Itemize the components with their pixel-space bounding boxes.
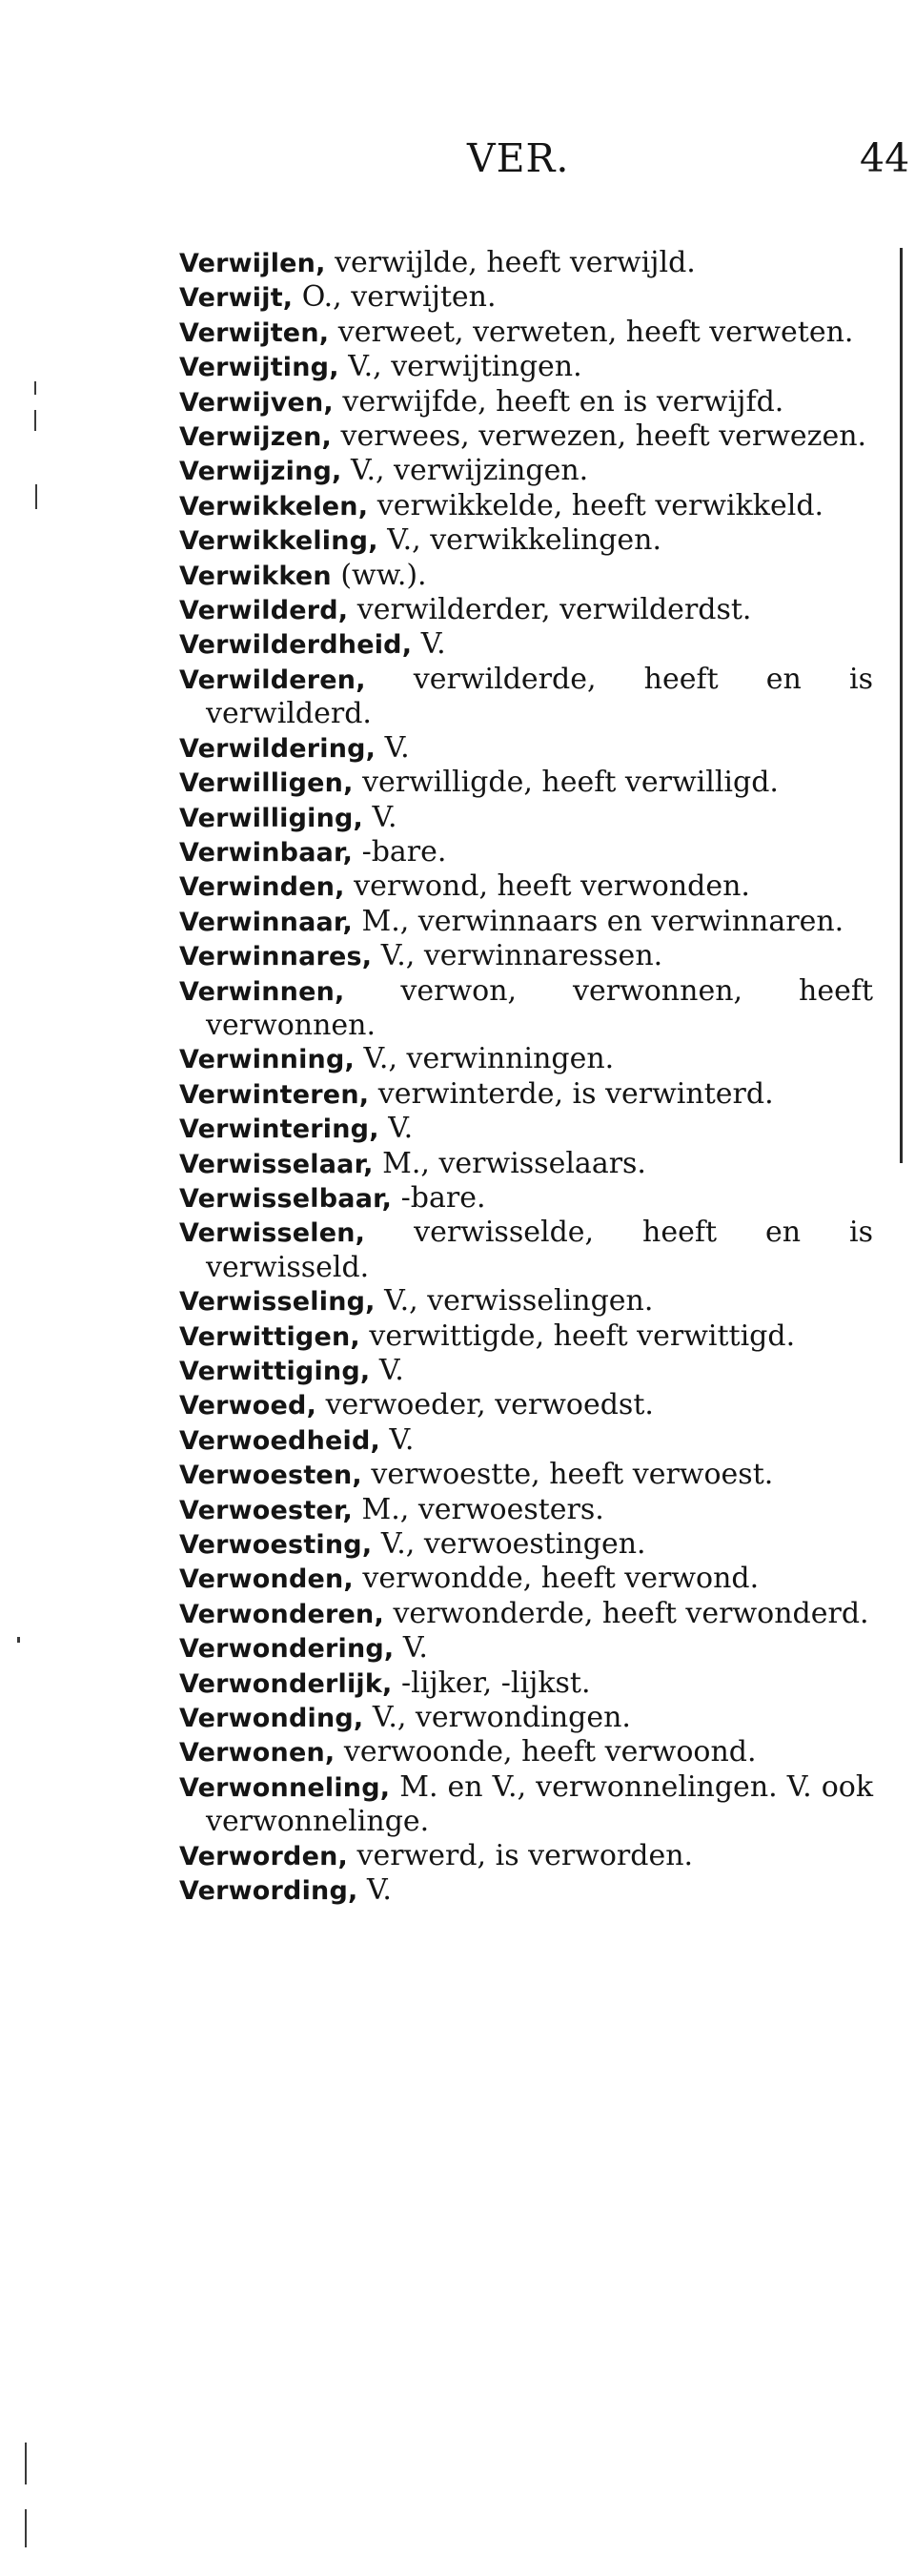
dictionary-entry bbox=[179, 1666, 873, 1701]
scan-mark bbox=[25, 2509, 27, 2547]
entry-headword: Verwoedheid, bbox=[179, 1425, 380, 1456]
entry-forms: V. bbox=[378, 1112, 414, 1146]
dictionary-entry bbox=[179, 1527, 873, 1562]
entry-headword: Verwinnares, bbox=[179, 942, 373, 972]
entry-headword: Verwonderen, bbox=[179, 1599, 384, 1629]
entry-forms: V., verwondingen. bbox=[363, 1701, 631, 1735]
dictionary-entry bbox=[179, 1284, 873, 1319]
dictionary-entry bbox=[179, 1770, 873, 1839]
entry-forms: verweet, verweten, heeft verweten. bbox=[329, 315, 854, 349]
entry-headword: Verwonderlijk, bbox=[179, 1668, 393, 1699]
entry-forms: V. bbox=[370, 1354, 404, 1387]
dictionary-entry bbox=[179, 1181, 873, 1216]
entry-forms: verwees, verwezen, heeft verwezen. bbox=[332, 419, 867, 454]
entry-headword: Verwilligen, bbox=[179, 768, 354, 799]
dictionary-entry bbox=[179, 559, 873, 593]
dictionary-entry bbox=[179, 1423, 873, 1458]
entry-headword: Verwinteren, bbox=[179, 1079, 370, 1110]
entry-forms: -lijker, -lijkst. bbox=[392, 1666, 591, 1700]
dictionary-entry bbox=[179, 627, 873, 662]
entry-forms: V. bbox=[412, 627, 446, 662]
page-number: 44 bbox=[860, 135, 910, 181]
entry-headword: Verwinning, bbox=[179, 1045, 355, 1075]
entry-forms: (ww.). bbox=[331, 558, 427, 592]
dictionary-entry bbox=[179, 905, 873, 939]
entry-forms: V., verwinnaressen. bbox=[372, 939, 663, 973]
dictionary-entry bbox=[179, 1458, 873, 1492]
entry-headword: Verwittiging, bbox=[179, 1357, 371, 1386]
entry-headword: Verwikken bbox=[179, 561, 332, 591]
entry-forms: V. bbox=[394, 1631, 428, 1666]
entry-forms: verwijfde, heeft en is verwijfd. bbox=[333, 384, 784, 419]
entry-forms: V. bbox=[376, 730, 410, 765]
dictionary-entry bbox=[179, 1631, 873, 1666]
entry-headword: Verwinnaar, bbox=[179, 907, 353, 937]
entry-headword: Verwisselbaar, bbox=[179, 1183, 393, 1214]
entry-headword: Verwilderd, bbox=[179, 596, 349, 626]
entry-forms: V., verwijzingen. bbox=[341, 454, 589, 488]
entry-headword: Verwijten, bbox=[179, 317, 330, 348]
entry-headword: Verwijting, bbox=[179, 353, 339, 383]
entry-headword: Verwildering, bbox=[179, 733, 376, 764]
entry-headword: Verwilderen, bbox=[179, 664, 366, 695]
entry-forms: verwon, verwonnen, heeft verwonnen. bbox=[206, 973, 873, 1042]
dictionary-entry bbox=[179, 1354, 873, 1388]
entry-forms: V., verwijtingen. bbox=[338, 350, 582, 384]
entry-headword: Verworden, bbox=[179, 1841, 348, 1871]
dictionary-entry bbox=[179, 1701, 873, 1735]
scan-mark bbox=[25, 2443, 27, 2484]
entry-headword: Verwonneling, bbox=[179, 1772, 391, 1803]
dictionary-entry bbox=[179, 1562, 873, 1596]
entry-headword: Verwinbaar, bbox=[179, 837, 354, 868]
entry-headword: Verwisseling, bbox=[179, 1287, 376, 1318]
entry-forms: V., verwikkelingen. bbox=[377, 523, 661, 558]
dictionary-entry bbox=[179, 974, 873, 1043]
dictionary-entry bbox=[179, 1077, 873, 1112]
entry-forms: verwond, heeft verwonden. bbox=[344, 869, 750, 904]
entry-forms: verwondde, heeft verwond. bbox=[353, 1562, 760, 1596]
dictionary-entry bbox=[179, 454, 873, 488]
entry-forms: O., verwijten. bbox=[293, 280, 497, 315]
dictionary-entry bbox=[179, 280, 873, 315]
dictionary-entry bbox=[179, 350, 873, 384]
entry-forms: verwilligde, heeft verwilligd. bbox=[353, 766, 779, 800]
dictionary-entry bbox=[179, 869, 873, 904]
entry-forms: verwoonde, heeft verwoond. bbox=[335, 1735, 757, 1769]
entry-headword: Verwijzen, bbox=[179, 422, 333, 453]
entry-forms: V. bbox=[363, 800, 397, 834]
dictionary-entry bbox=[179, 1735, 873, 1769]
entry-forms: verwonderde, heeft verwonderd. bbox=[383, 1596, 869, 1630]
entry-forms: -bare. bbox=[392, 1180, 486, 1215]
dictionary-entry bbox=[179, 1112, 873, 1146]
entry-forms: verwinterde, is verwinterd. bbox=[369, 1076, 774, 1111]
dictionary-entry bbox=[179, 663, 873, 731]
scan-mark bbox=[34, 410, 36, 431]
entry-forms: M., verwinnaars en verwinnaren. bbox=[352, 904, 844, 938]
entry-forms: verwittigde, heeft verwittigd. bbox=[359, 1319, 796, 1353]
entry-headword: Verwording, bbox=[179, 1876, 358, 1907]
entry-headword: Verwikkelen, bbox=[179, 491, 369, 521]
entry-headword: Verwoesten, bbox=[179, 1461, 362, 1491]
dictionary-entry bbox=[179, 1388, 873, 1422]
dictionary-entry bbox=[179, 1216, 873, 1284]
entry-headword: Verwijlen, bbox=[179, 249, 326, 278]
dictionary-entry bbox=[179, 419, 873, 454]
entry-headword: Verwinden, bbox=[179, 872, 345, 903]
dictionary-entry bbox=[179, 316, 873, 350]
dictionary-entry bbox=[179, 801, 873, 835]
dictionary-entry bbox=[179, 1493, 873, 1527]
entry-headword: Verwikkeling, bbox=[179, 526, 378, 557]
dictionary-entry bbox=[179, 766, 873, 800]
column-rule bbox=[900, 248, 903, 1163]
dictionary-entry bbox=[179, 1319, 873, 1354]
entry-headword: Verwondering, bbox=[179, 1634, 395, 1665]
entry-forms: V. bbox=[379, 1422, 415, 1457]
entry-forms: verwoestte, heeft verwoest. bbox=[361, 1458, 774, 1492]
entry-forms: verwikkelde, heeft verwikkeld. bbox=[368, 488, 824, 522]
entry-headword: Verwijzing, bbox=[179, 457, 342, 487]
entry-headword: Verwilliging, bbox=[179, 803, 363, 833]
entry-forms: V. bbox=[357, 1873, 392, 1908]
scan-mark bbox=[17, 1637, 20, 1643]
entry-forms: V., verwoestingen. bbox=[372, 1527, 646, 1562]
entry-forms: -bare. bbox=[353, 834, 447, 869]
dictionary-entry bbox=[179, 835, 873, 869]
dictionary-entry bbox=[179, 1042, 873, 1076]
entry-headword: Verwilderdheid, bbox=[179, 630, 413, 661]
entry-headword: Verwoesting, bbox=[179, 1530, 373, 1561]
dictionary-entry bbox=[179, 489, 873, 523]
entry-headword: Verwoed, bbox=[179, 1391, 317, 1421]
dictionary-entry bbox=[179, 1873, 873, 1908]
dictionary-entry bbox=[179, 939, 873, 973]
entry-headword: Verwisselen, bbox=[179, 1218, 366, 1249]
entry-list bbox=[179, 246, 873, 1909]
dictionary-entry bbox=[179, 593, 873, 627]
entry-forms: verwilderde, heeft en is verwilderd. bbox=[206, 662, 873, 731]
dictionary-entry bbox=[179, 731, 873, 766]
entry-forms: verwisselde, heeft en is verwisseld. bbox=[206, 1216, 873, 1284]
entry-forms: verwoeder, verwoedst. bbox=[316, 1388, 654, 1422]
entry-headword: Verwonen, bbox=[179, 1738, 336, 1768]
dictionary-entry bbox=[179, 1597, 873, 1631]
entry-forms: M., verwoesters. bbox=[352, 1492, 604, 1526]
entry-headword: Verwonden, bbox=[179, 1564, 354, 1595]
scan-mark bbox=[35, 484, 37, 509]
dictionary-entry bbox=[179, 523, 873, 558]
dictionary-entry bbox=[179, 385, 873, 419]
dictionary-entry bbox=[179, 1839, 873, 1873]
entry-headword: Verwoester, bbox=[179, 1495, 353, 1525]
entry-headword: Verwijt, bbox=[179, 283, 294, 314]
scan-mark bbox=[34, 381, 36, 395]
entry-headword: Verwintering, bbox=[179, 1114, 379, 1145]
entry-forms: verwijlde, heeft verwijld. bbox=[325, 246, 696, 279]
entry-forms: V., verwisselingen. bbox=[375, 1284, 654, 1319]
entry-headword: Verwonding, bbox=[179, 1704, 364, 1734]
entry-forms: M., verwisselaars. bbox=[373, 1146, 646, 1180]
entry-headword: Verwinnen, bbox=[179, 976, 345, 1007]
entry-headword: Verwijven, bbox=[179, 387, 334, 418]
entry-forms: M. en V., verwonnelingen. V. ook verwonnelinge. bbox=[206, 1769, 873, 1839]
entry-forms: V., verwinningen. bbox=[354, 1042, 615, 1076]
entry-forms: verwilderder, verwilderdst. bbox=[348, 593, 752, 627]
entry-headword: Verwisselaar, bbox=[179, 1149, 374, 1179]
dictionary-entry bbox=[179, 246, 873, 280]
entry-forms: verwerd, is verworden. bbox=[347, 1838, 694, 1872]
entry-headword: Verwittigen, bbox=[179, 1321, 360, 1352]
dictionary-entry bbox=[179, 1147, 873, 1181]
running-head: VER. bbox=[467, 135, 570, 181]
